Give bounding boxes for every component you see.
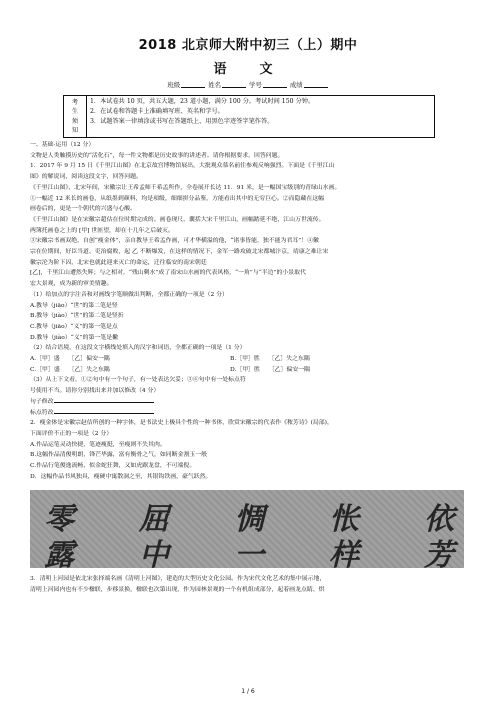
passage-line: 两簿托画卷之上的 [甲] 世匪望，却在十几年之后破灭。: [30, 227, 174, 234]
notice-items: [87, 96, 317, 137]
id-label: 学号: [249, 81, 262, 89]
answer-blank[interactable]: [54, 408, 154, 414]
question-stem: （2）结合语境，在这段文字横线处填入的汉字和词语，全都正确的一项是（1 分）: [30, 345, 246, 352]
calligraphy-char: 屈: [139, 502, 169, 537]
passage-line: 1．2017 年 9 月 15 日《千里江山图》在北京故宫博物馆展出，大批观众慕名前往参观反响强烈。下面是《千里江山: [30, 163, 335, 170]
calligraphy-char: 零: [44, 502, 74, 537]
id-blank: [263, 81, 287, 88]
question-stem-cont: 号使用不当。请你分别找出来并加以修改（4 分）: [30, 388, 160, 395]
class-label: 班级: [167, 81, 181, 89]
score-label: 成绩: [289, 81, 303, 89]
notice-label-char: 知: [71, 127, 79, 134]
notice-item: 2．在试卷和答题卡上准确填写班、英名和学号。: [90, 107, 224, 115]
passage-line: 图》的解说词，阅读这段文字，回答问题。: [30, 174, 142, 181]
name-blank: [222, 81, 246, 88]
section-three: [30, 574, 468, 595]
fix-sentence-line: [30, 397, 468, 408]
calligraphy-char: 芳: [424, 538, 454, 568]
calligraphy-row: [44, 530, 454, 568]
calligraphy-char: 怅: [329, 502, 359, 537]
passage-line: ③宋徽宗书画双绝，自创“瘦金体”，亲自教导王希孟作画，可才华横溢的他，“诸事皆能，独不能为君耳”！④徽: [30, 238, 319, 245]
passage-line: 宗在位期间，好臣当道、吏治腐败，起 乙 不断爆发，在这样的情况下，金军一路攻破北宋都城汴京，靖康之难让宋: [30, 249, 329, 256]
calligraphy-char: 一: [234, 538, 264, 568]
passage-line: 宏大景观，成为新的审美情趣。: [30, 281, 113, 288]
option-c: C.教导（jiāo）“义”的第一笔是点: [30, 323, 118, 330]
name-label: 姓名: [208, 81, 221, 89]
option-c: C.作品行笔俊逸流畅，似金蛇狂舞，又如虎踞龙盘，不可端倪。: [30, 463, 196, 470]
option-d: D.［甲］胜 ［乙］偏安一隅: [230, 366, 311, 373]
option-b: B.教导（jiào）“世”的第二笔是竖折: [30, 313, 124, 320]
calligraphy-char: 露: [44, 538, 74, 568]
section-one: [30, 140, 468, 483]
question-stem: （3）从上下文看，①②句中有一个句子，有一处表达欠妥；③④句中有一处标点符: [30, 377, 246, 384]
option-c: C.［甲］盛 ［乙］失之东隅: [30, 366, 110, 373]
notice-label-char: 生: [71, 108, 79, 115]
notice-label-char: 考: [71, 98, 79, 106]
notice-label-char: 须: [71, 117, 79, 125]
calligraphy-char: 样: [329, 538, 359, 568]
calligraphy-char: 依: [424, 502, 454, 537]
question-stem: （1）给加点的字注音和对画线字笔顺做出判断，全都正确的一项是（2 分）: [30, 291, 228, 298]
option-a: A.［甲］盛 ［乙］偏安一隅: [30, 356, 110, 363]
section-heading: 一、基础·运用（12 分）: [30, 142, 95, 148]
passage-line: [乙]，千里江山遭然失辉；与之相对，“残山剩水”成了南宋山水画的代表风格，“一角”与“半边”的小景取代: [30, 270, 306, 277]
student-info-line: [0, 80, 496, 89]
calligraphy-char: 中: [139, 538, 169, 568]
class-blank: [181, 81, 205, 88]
fix-punct-line: [30, 408, 468, 419]
exam-notice-box: [63, 95, 435, 138]
answer-blank[interactable]: [54, 397, 154, 403]
option-d: D.教导（jiào）“义”的第一笔是撇: [30, 334, 118, 341]
options-row: [30, 365, 468, 376]
option-b: B.这幅作品清俊明朗，锋芒毕露，富有衡骨之气，如同断金割玉一般: [30, 452, 208, 459]
subject-title: 语 文: [213, 62, 283, 77]
passage-line: ①一幅近 12 米长的画卷，从纸墨到颜料，均是项级，细细拼分品鉴，方能看出其中的无穷巨心。②而隐藏在这幅: [30, 195, 324, 202]
option-a: A.作品运笔灵动快捷，笔迹瘦挺，至瘦则不失其肉。: [30, 441, 166, 448]
fix-sentence-label: 句子修改: [30, 398, 54, 405]
question-stem: 2．瘦金体是宋徽宗赵佶所创的一种字体，是书法史上极具个性的一种书体，欣赏宋徽宗的代表作《秾芳诗》(局部)，: [30, 420, 333, 427]
notice-label: [64, 96, 87, 137]
option-b: B.［甲］胜 ［乙］失之东隅: [230, 356, 310, 363]
calligraphy-char: 惆: [234, 502, 264, 537]
notice-item: 3．试题答案一律填涂或书写在答题纸上，用黑色字迹签字笔作答。: [90, 117, 274, 125]
options-row: [30, 354, 468, 365]
calligraphy-image: [30, 490, 464, 568]
exam-title: 2018 北京师大附中初三（上）期中: [138, 38, 358, 53]
passage-line: 《千里江山图》，北宋年间，宋徽宗让王希孟师千希孟所作，全卷展开长达 11．91 米，是一幅国宝级别的青绿山水画。: [30, 184, 341, 191]
question-stem-cont: 下面评价不正的一项是（2 分）: [30, 430, 113, 437]
section-intro: 文物是人类触摸历史的“活化石”，每一件文物都是历史故事的讲述者。请你根据要求，回答问题。: [30, 152, 284, 159]
fix-punct-label: 标点符改: [30, 409, 54, 416]
option-d: D．这幅作品书风独具，瘦硬中寓散洞之至，其银钩铁画，豪气跃然。: [30, 473, 212, 480]
passage-line: 徽宗沦为阶下囚，北宋也就此迎来灭亡的命运，迁往临安的南宋朝廷: [30, 259, 207, 266]
passage-line: 《千里江山图》是在宋徽宗超估在位时期完成的。画卷现尺，囊括大宋千里江山，画幅踏延不绝，江山万世流传。: [30, 216, 325, 223]
notice-item: 1．本试卷共 10 页，共五大题，23 道小题，满分 100 分。考试时间 150 分钟。: [90, 98, 315, 105]
option-a: A.教导（jiāo）“世”的第二笔是竖: [30, 302, 118, 309]
passage-line: 画卷后的，更是一个朝代的兴盛与心酸。: [30, 206, 137, 213]
score-blank: [304, 81, 328, 88]
page-number: 1 / 6: [241, 688, 255, 695]
passage-line: 3．清明上河园是依北宋张择端名画《清明上河图》，建造的大型历史文化公园。作为宋代文化艺术的集中展示地，: [30, 576, 326, 582]
passage-line: 清明上河园内也有不少楹联，步移景换，楹联也次第出现，作为园林景观的一个有机组成部分，起着画龙点睛、烘: [30, 586, 325, 593]
